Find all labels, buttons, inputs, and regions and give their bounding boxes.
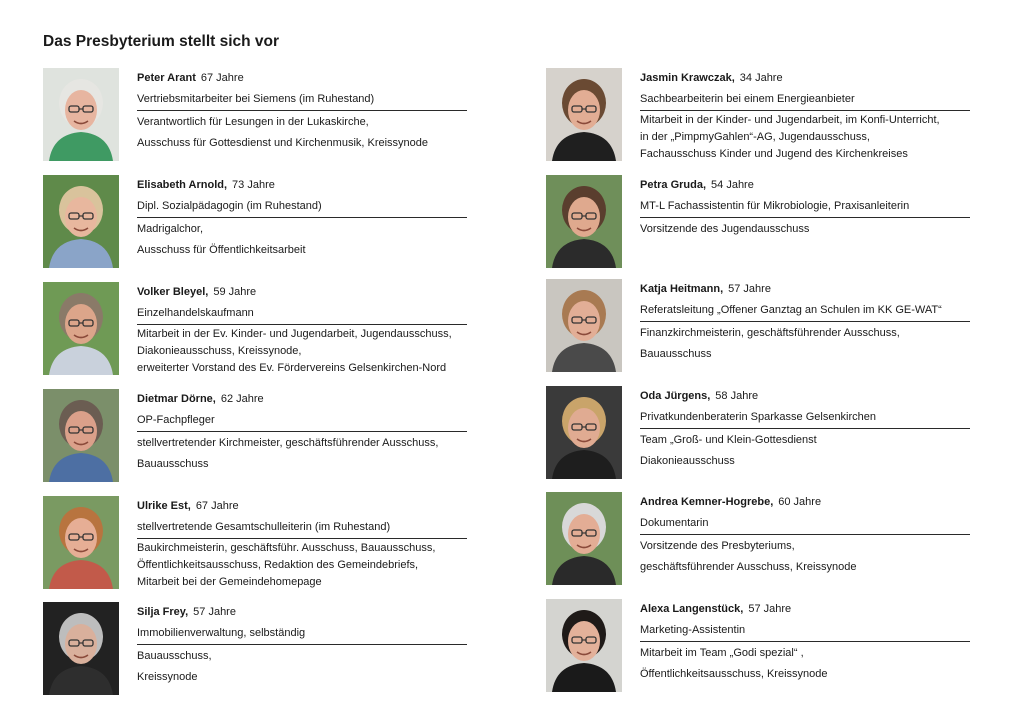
name-line: [137, 68, 467, 89]
person-card: [546, 175, 986, 270]
name-line: [137, 602, 467, 623]
person-occupation: Dipl. Sozialpädagogin (im Ruhestand): [137, 196, 467, 218]
portrait-photo: [546, 599, 622, 692]
person-occupation: Vertriebsmitarbeiter bei Siemens (im Ruhestand): [137, 89, 467, 111]
person-card: [546, 386, 986, 481]
person-info: [137, 175, 467, 261]
person-age: 67 Jahre: [195, 500, 239, 512]
person-card: [43, 68, 483, 163]
portrait-photo: [43, 602, 119, 695]
person-roles: [640, 642, 970, 685]
role-line: Bauausschuss: [137, 458, 209, 470]
role-line: Madrigalchor,: [137, 223, 204, 235]
person-card: [546, 492, 986, 587]
role-line: erweiterter Vorstand des Ev. Fördervereins Gelsenkirchen-Nord: [137, 362, 447, 374]
role-line: Diakonieausschuss: [640, 455, 735, 467]
portrait-photo: [546, 279, 622, 372]
portrait-photo: [43, 496, 119, 589]
person-card: [43, 602, 483, 697]
person-info: [640, 175, 970, 240]
name-line: [640, 386, 970, 407]
person-roles: [137, 645, 467, 688]
person-roles: [640, 535, 970, 578]
person-info: [137, 389, 467, 475]
role-line: Finanzkirchmeisterin, geschäftsführender Ausschuss,: [640, 327, 900, 339]
name-line: [640, 175, 970, 196]
person-name: Petra Gruda,: [640, 179, 707, 191]
role-line: Vorsitzende des Presbyteriums,: [640, 540, 795, 552]
person-name: Ulrike Est,: [137, 500, 191, 512]
person-name: Jasmin Krawczak,: [640, 72, 735, 84]
name-line: [640, 492, 970, 513]
portrait-photo: [546, 68, 622, 161]
person-name: Elisabeth Arnold,: [137, 179, 228, 191]
person-name: Peter Arant: [137, 72, 196, 84]
name-line: [137, 282, 467, 303]
person-info: [640, 279, 970, 365]
person-occupation: Referatsleitung „Offener Ganztag an Schulen im KK GE-WAT“: [640, 300, 970, 322]
person-name: Dietmar Dörne,: [137, 393, 216, 405]
person-occupation: Privatkundenberaterin Sparkasse Gelsenkirchen: [640, 407, 970, 429]
person-roles: [640, 218, 970, 240]
role-line: Diakonieausschuss, Kreissynode,: [137, 345, 302, 357]
role-line: geschäftsführender Ausschuss, Kreissynode: [640, 561, 857, 573]
person-roles: [640, 429, 970, 472]
person-occupation: Dokumentarin: [640, 513, 970, 535]
person-occupation: Einzelhandelskaufmann: [137, 303, 467, 325]
person-name: Oda Jürgens,: [640, 390, 711, 402]
person-card: [546, 279, 986, 374]
person-age: 62 Jahre: [220, 393, 264, 405]
person-name: Silja Frey,: [137, 606, 189, 618]
portrait-photo: [546, 175, 622, 268]
name-line: [640, 68, 970, 89]
role-line: Kreissynode: [137, 671, 198, 683]
person-info: [137, 602, 467, 688]
role-line: Bauausschuss: [640, 348, 712, 360]
person-card: [43, 175, 483, 270]
person-card: [546, 68, 986, 163]
person-name: Alexa Langenstück,: [640, 603, 744, 615]
person-info: [137, 282, 467, 377]
person-name: Andrea Kemner-Hogrebe,: [640, 496, 774, 508]
name-line: [137, 389, 467, 410]
role-line: Mitarbeit bei der Gemeindehomepage: [137, 576, 322, 588]
name-line: [640, 599, 970, 620]
person-info: [640, 492, 970, 578]
portrait-photo: [43, 282, 119, 375]
person-info: [640, 386, 970, 472]
role-line: Mitarbeit in der Kinder- und Jugendarbeit, im Konfi-Unterricht,: [640, 114, 940, 126]
person-roles: [137, 539, 467, 591]
person-age: 57 Jahre: [748, 603, 792, 615]
person-info: [137, 496, 467, 591]
person-age: 54 Jahre: [711, 179, 754, 191]
person-card: [43, 282, 483, 377]
person-occupation: Immobilienverwaltung, selbständig: [137, 623, 467, 645]
role-line: Ausschuss für Gottesdienst und Kirchenmusik, Kreissynode: [137, 137, 429, 149]
role-line: Öffentlichkeitsausschuss, Redaktion des Gemeindebriefs,: [137, 559, 419, 571]
person-roles: [137, 111, 467, 154]
person-card: [546, 599, 986, 694]
role-line: Mitarbeit in der Ev. Kinder- und Jugendarbeit, Jugendausschuss,: [137, 328, 452, 340]
person-age: 73 Jahre: [232, 179, 275, 191]
name-line: [137, 496, 467, 517]
person-roles: [640, 322, 970, 365]
person-occupation: Sachbearbeiterin bei einem Energieanbieter: [640, 89, 970, 111]
role-line: stellvertretender Kirchmeister, geschäftsführender Ausschuss,: [137, 437, 439, 449]
person-info: [640, 599, 970, 685]
role-line: Ausschuss für Öffentlichkeitsarbeit: [137, 244, 306, 256]
person-roles: [137, 432, 467, 475]
person-name: Katja Heitmann,: [640, 283, 724, 295]
role-line: Fachausschuss Kinder und Jugend des Kirchenkreises: [640, 148, 908, 160]
person-card: [43, 496, 483, 591]
person-age: 57 Jahre: [193, 606, 236, 618]
portrait-photo: [43, 175, 119, 268]
portrait-photo: [43, 68, 119, 161]
person-age: 58 Jahre: [715, 390, 759, 402]
role-line: Verantwortlich für Lesungen in der Lukaskirche,: [137, 116, 369, 128]
name-line: [640, 279, 970, 300]
person-roles: [137, 325, 467, 377]
page-title: Das Presbyterium stellt sich vor: [43, 33, 280, 50]
role-line: Team „Groß- und Klein-Gottesdienst: [640, 434, 817, 446]
person-occupation: OP-Fachpfleger: [137, 410, 467, 432]
person-info: [137, 68, 467, 154]
portrait-photo: [546, 386, 622, 479]
person-age: 57 Jahre: [728, 283, 771, 295]
person-age: 67 Jahre: [200, 72, 244, 84]
name-line: [137, 175, 467, 196]
role-line: Baukirchmeisterin, geschäftsführ. Ausschuss, Bauausschuss,: [137, 542, 436, 554]
role-line: in der „PimpmyGahlen“-AG, Jugendausschuss,: [640, 131, 870, 143]
person-name: Volker Bleyel,: [137, 286, 209, 298]
role-line: Bauausschuss,: [137, 650, 212, 662]
portrait-photo: [546, 492, 622, 585]
person-occupation: stellvertretende Gesamtschulleiterin (im Ruhestand): [137, 517, 467, 539]
role-line: Mitarbeit im Team „Godi spezial“ ,: [640, 647, 804, 659]
role-line: Vorsitzende des Jugendausschuss: [640, 223, 810, 235]
person-age: 34 Jahre: [739, 72, 783, 84]
person-info: [640, 68, 970, 163]
role-line: Öffentlichkeitsausschuss, Kreissynode: [640, 668, 828, 680]
person-age: 59 Jahre: [213, 286, 257, 298]
person-roles: [640, 111, 970, 163]
person-card: [43, 389, 483, 484]
person-age: 60 Jahre: [778, 496, 822, 508]
portrait-photo: [43, 389, 119, 482]
person-occupation: Marketing-Assistentin: [640, 620, 970, 642]
person-occupation: MT-L Fachassistentin für Mikrobiologie, Praxisanleiterin: [640, 196, 970, 218]
person-roles: [137, 218, 467, 261]
